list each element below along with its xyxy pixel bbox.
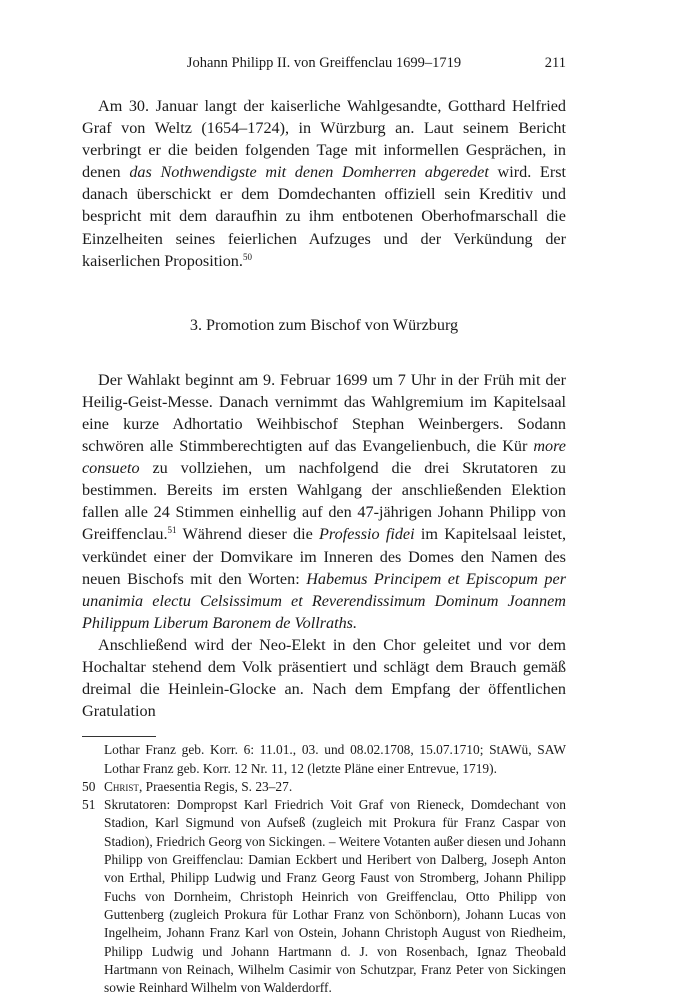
paragraph-2-text-d: im Kapitelsaal leistet, verkündet einer der Domvikare im Inneren des Domes den Namen des neuen Bischofs mit den Worten: xyxy=(82,525,566,588)
footnote-continued-text: Lothar Franz geb. Korr. 6: 11.01., 03. und 08.02.1708, 15.07.1710; StAWü, SAW Lothar Franz geb. Korr. 12 Nr. 11, 12 (letzte Pläne einer Entrevue, 1719). xyxy=(104,742,566,776)
footnote-51-number: 51 xyxy=(82,797,96,813)
footnote-51-text: Skrutatoren: Dompropst Karl Friedrich Voit Graf von Rieneck, Domdechant von Stadion, Karl Sigmund von Aufseß (zugleich mit Prokura für Franz Caspar von Stadion), Friedrich Georg von Sickingen. – Weitere Votanten außer diesen und Johann Philipp von Greiffenclau: Damian Eckbert und Heribert von Dalberg, Joseph Anton von Erthal, Philipp Ludwig und Franz Georg Faust von Stromberg, Johann Philipp Fuchs von Dornheim, Christoph Heinrich von Greiffenclau, Otto Philipp von Guttenberg (zugleich Prokura für Lothar Franz von Schönborn), Johann Lucas von Ingelheim, Johann Franz Karl von Ostein, Johann Christoph August von Riedheim, Philipp Ludwig und Johann Hartmann d. J. von Rosenbach, Ignaz Theobald Hartmann von Reinach, Wilhelm Casimir von Schutzpar, Franz Peter von Sickingen sowie Reinhard Wilhelm von Walderdorff. xyxy=(104,797,566,996)
footnote-ref-51: 51 xyxy=(167,525,177,536)
footnote-50 xyxy=(82,778,566,796)
paragraph-1 xyxy=(82,95,566,272)
footnotes xyxy=(82,741,566,997)
paragraph-2-italic-2: Professio fidei xyxy=(319,525,415,544)
page-number: 211 xyxy=(544,55,566,71)
paragraph-1-text-b: wird. Erst danach überschickt er dem Domdechanten offiziell sein Kreditiv und bespricht mit dem daraufhin zu ihm entbotenen Oberhofmarschall die Einzelheiten seines feierlichen Aufzuges und der Verkündung der kaiserlichen Proposition. xyxy=(82,163,567,270)
paragraph-2-text-c: Während dieser die xyxy=(176,525,320,544)
footnote-ref-50: 50 xyxy=(242,251,252,262)
paragraph-2-italic-1: more consueto xyxy=(82,437,566,478)
footnote-50-number: 50 xyxy=(82,778,96,794)
footnote-rule xyxy=(82,736,156,737)
paragraph-2-text-a: Der Wahlakt beginnt am 9. Februar 1699 um 7 Uhr in der Früh mit der Heilig-Geist-Messe. Danach vernimmt das Wahlgremium im Kapitelsaal eine kurze Adhortatio Weihbischof Stephan Weinbergers. Sodann schwören alle Stimmberechtigten auf das Evangelienbuch, die Kür xyxy=(82,370,566,456)
footnote-50-text: , Praesentia Regis, S. 23–27. xyxy=(138,778,293,794)
paragraph-1-quote: das Nothwendigste mit denen Domherren abgeredet xyxy=(129,163,489,182)
footnote-51 xyxy=(82,796,566,997)
main-text xyxy=(82,95,566,722)
running-title: Johann Philipp II. von Greiffenclau 1699–1719 xyxy=(186,55,462,71)
section-heading: 3. Promotion zum Bischof von Würzburg xyxy=(189,315,459,334)
paragraph-1-text-a: Am 30. Januar langt der kaiserliche Wahlgesandte, Gotthard Helfried Graf von Weltz (1654–1724), in Würzburg an. Laut seinem Bericht verbringt er die beiden folgenden Tage mit informellen Gesprächen, in denen xyxy=(82,97,566,182)
paragraph-3: Anschließend wird der Neo-Elekt in den Chor geleitet und vor dem Hochaltar stehend dem Volk präsentiert und schlägt dem Brauch gemäß dreimal die Heinlein-Glocke an. Nach dem Empfang der öffentlichen Gratulation xyxy=(82,635,566,721)
running-head xyxy=(82,52,566,74)
paragraph-2 xyxy=(82,369,566,634)
footnote-continued xyxy=(82,741,566,778)
paragraph-2-latin-quote: Habemus Principem et Episcopum per unanimia electu Celsissimum et Reverendissimum Dominum Joannem Philippum Liberum Baronem de Vollraths. xyxy=(82,569,566,632)
footnote-50-author: Christ xyxy=(104,778,139,794)
book-page xyxy=(82,52,566,997)
paragraph-2-text-b: zu vollziehen, um nachfolgend die drei Skrutatoren zu bestimmen. Bereits im ersten Wahlgang der anschließenden Elektion fallen alle 24 Stimmen einhellig auf den 47-jährigen Johann Philipp von Greiffenclau. xyxy=(82,459,566,544)
